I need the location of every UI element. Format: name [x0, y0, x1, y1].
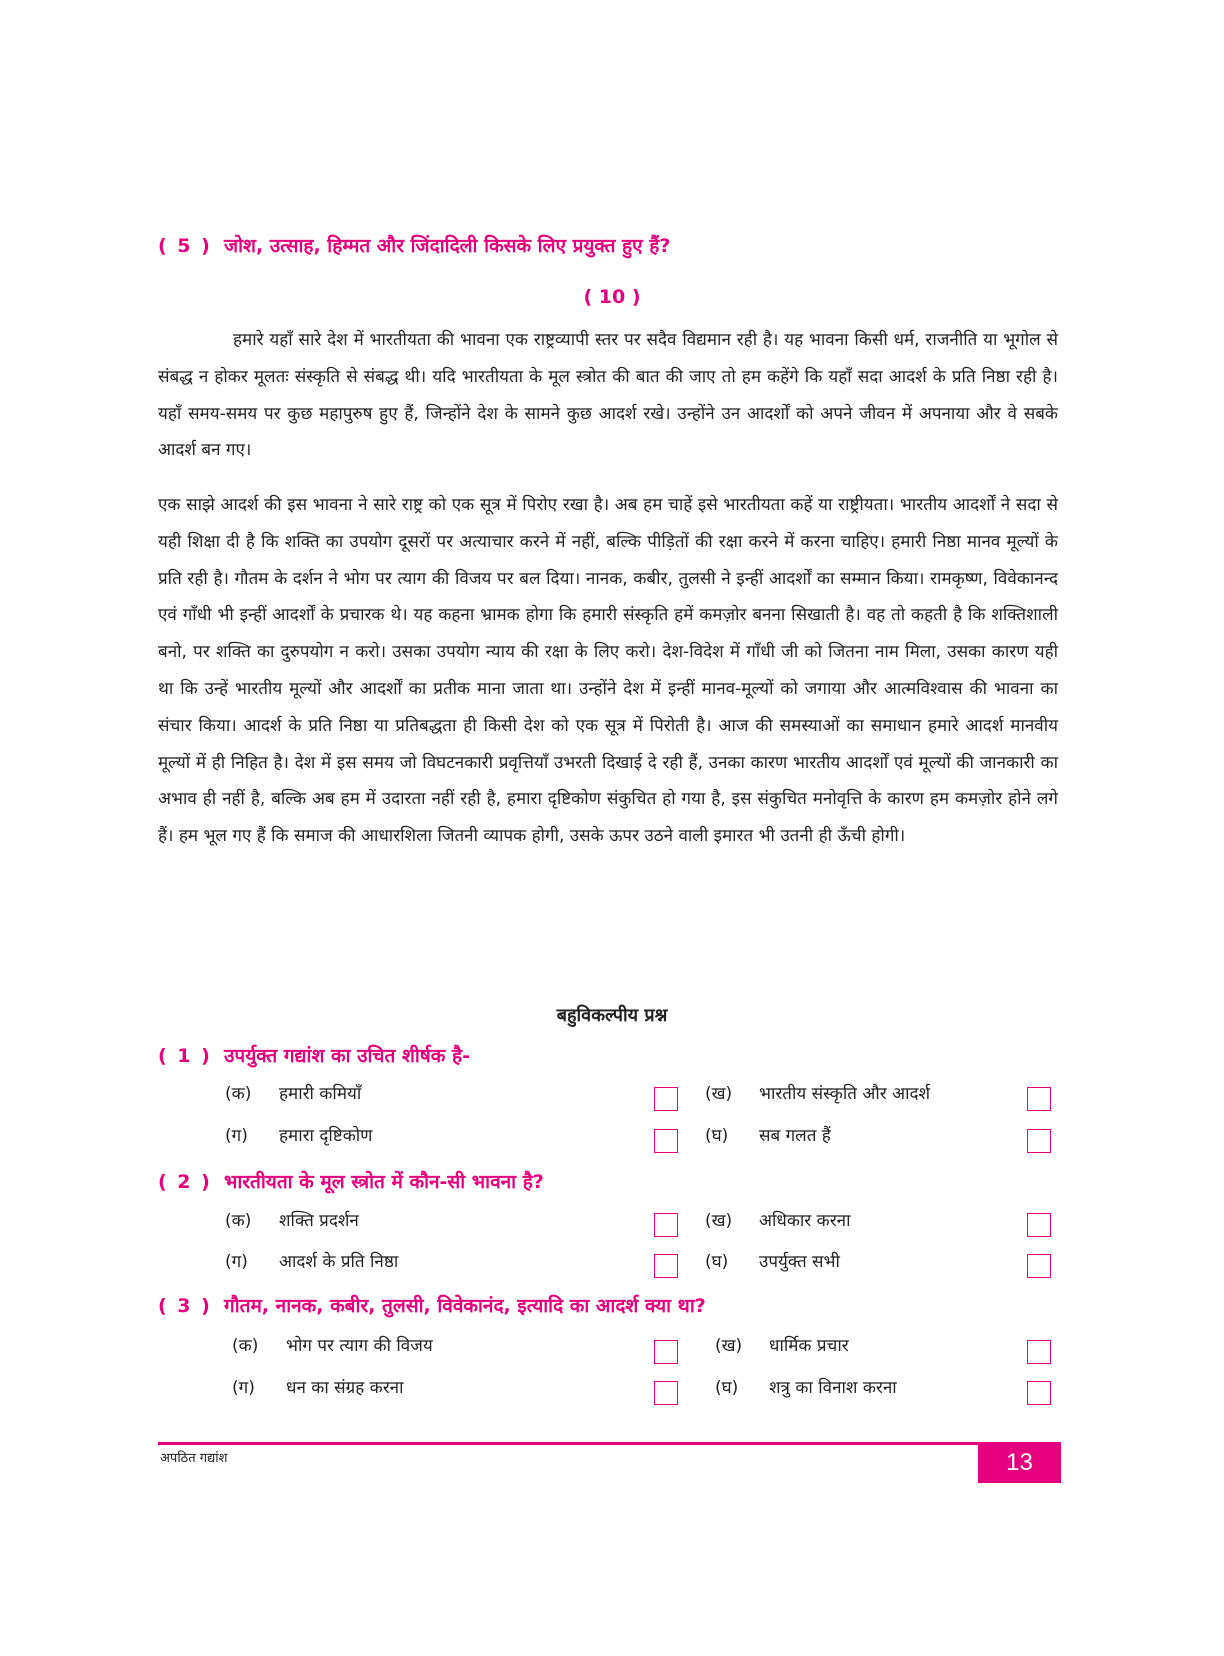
option-label: (ग) — [232, 1378, 255, 1398]
question-text: उपर्युक्त गद्यांश का उचित शीर्षक है- — [224, 1045, 470, 1067]
option-label: (ख) — [705, 1211, 733, 1231]
answer-checkbox[interactable] — [654, 1254, 678, 1278]
mcq-heading: बहुविकल्पीय प्रश्न — [556, 1005, 668, 1026]
option-ka — [225, 1081, 361, 1104]
question-number: ( 1 ) — [158, 1045, 212, 1067]
option-label: (ख) — [705, 1084, 733, 1104]
option-label: (क) — [225, 1084, 252, 1104]
question-number: ( 5 ) — [158, 235, 212, 257]
option-ka — [232, 1333, 433, 1356]
answer-checkbox[interactable] — [654, 1087, 678, 1111]
mcq-question-3 — [158, 1292, 706, 1318]
footer-section-title: अपठित गद्यांश — [160, 1451, 228, 1466]
question-number: ( 3 ) — [158, 1295, 212, 1317]
option-gha — [715, 1375, 897, 1398]
option-gha — [705, 1249, 840, 1272]
answer-checkbox[interactable] — [654, 1340, 678, 1364]
option-ka — [225, 1208, 359, 1231]
option-ga — [225, 1123, 372, 1146]
passage-number: ( 10 ) — [583, 286, 641, 308]
answer-checkbox[interactable] — [1027, 1087, 1051, 1111]
answer-checkbox[interactable] — [1027, 1340, 1051, 1364]
option-text: भारतीय संस्कृति और आदर्श — [759, 1084, 931, 1104]
answer-checkbox[interactable] — [1027, 1381, 1051, 1405]
option-text: उपर्युक्त सभी — [759, 1252, 840, 1272]
option-gha — [705, 1123, 831, 1146]
option-ga — [232, 1375, 404, 1398]
answer-checkbox[interactable] — [1027, 1129, 1051, 1153]
option-text: शक्ति प्रदर्शन — [279, 1211, 359, 1231]
option-label: (क) — [225, 1211, 252, 1231]
option-text: धार्मिक प्रचार — [769, 1336, 849, 1356]
question-text: गौतम, नानक, कबीर, तुलसी, विवेकानंद, इत्यादि का आदर्श क्या था? — [224, 1295, 706, 1317]
page-number: 13 — [978, 1443, 1061, 1483]
question-text: भारतीयता के मूल स्त्रोत में कौन-सी भावना है? — [224, 1171, 544, 1193]
option-label: (घ) — [705, 1252, 729, 1272]
option-label: (घ) — [705, 1126, 729, 1146]
option-text: आदर्श के प्रति निष्ठा — [279, 1252, 399, 1272]
question-number: ( 2 ) — [158, 1171, 212, 1193]
option-label: (ख) — [715, 1336, 743, 1356]
option-text: हमारा दृष्टिकोण — [279, 1126, 373, 1146]
passage-paragraph-1: हमारे यहाँ सारे देश में भारतीयता की भावना एक राष्ट्रव्यापी स्तर पर सदैव विद्यमान रही है। यह भावना किसी धर्म, राजनीति या भूगोल से संबद्ध न होकर मूलतः संस्कृति से संबद्ध थी। यदि भारतीयता के मूल स्त्रोत की बात की जाए तो हम कहेंगे कि यहाँ सदा आदर्श के प्रति निष्ठा रही है। यहाँ समय-समय पर कुछ महापुरुष हुए हैं, जिन्होंने देश के सामने कुछ आदर्श रखे। उन्होंने उन आदर्शों को अपने जीवन में अपनाया और वे सबके आदर्श बन गए। — [158, 330, 1058, 461]
option-text: सब गलत हैं — [759, 1126, 831, 1146]
option-label: (ग) — [225, 1252, 248, 1272]
option-text: हमारी कमियाँ — [279, 1084, 362, 1104]
option-label: (घ) — [715, 1378, 739, 1398]
option-label: (ग) — [225, 1126, 248, 1146]
question-text: जोश, उत्साह, हिम्मत और जिंदादिली किसके लिए प्रयुक्त हुए हैं? — [224, 235, 671, 257]
option-kha — [705, 1081, 930, 1104]
option-text: धन का संग्रह करना — [286, 1378, 404, 1398]
question-5 — [158, 232, 670, 258]
option-text: भोग पर त्याग की विजय — [286, 1336, 433, 1356]
option-text: शत्रु का विनाश करना — [769, 1378, 897, 1398]
mcq-question-2 — [158, 1168, 544, 1194]
option-label: (क) — [232, 1336, 259, 1356]
option-ga — [225, 1249, 398, 1272]
passage-paragraph-2: एक साझे आदर्श की इस भावना ने सारे राष्ट्र को एक सूत्र में पिरोए रखा है। अब हम चाहें इसे भारतीयता कहें या राष्ट्रीयता। भारतीय आदर्शों ने सदा से यही शिक्षा दी है कि शक्ति का उपयोग दूसरों पर अत्याचार करने में नहीं, बल्कि पीड़ितों की रक्षा करने में करना चाहिए। हमारी निष्ठा मानव मूल्यों के प्रति रही है। गौतम के दर्शन ने भोग पर त्याग की विजय पर बल दिया। नानक, कबीर, तुलसी ने इन्हीं आदर्शों का सम्मान किया। रामकृष्ण, विवेकानन्द एवं गाँधी भी इन्हीं आदर्शों के प्रचारक थे। यह कहना भ्रामक होगा कि हमारी संस्कृति हमें कमज़ोर बनना सिखाती है। वह तो कहती है कि शक्तिशाली बनो, पर शक्ति का दुरुपयोग न करो। उसका उपयोग न्याय की रक्षा के लिए करो। देश-विदेश में गाँधी जी को जितना नाम मिला, उसका कारण यही था कि उन्हें भारतीय मूल्यों और आदर्शों का प्रतीक माना जाता था। उन्होंने देश में इन्हीं मानव-मूल्यों को जगाया और आत्मविश्वास की भावना का संचार किया। आदर्श के प्रति निष्ठा या प्रतिबद्धता ही किसी देश को एक सूत्र में पिरोती है। आज की समस्याओं का समाधान हमारे आदर्श मानवीय मूल्यों में ही निहित है। देश में इस समय जो विघटनकारी प्रवृत्तियाँ उभरती दिखाई दे रही हैं, उनका कारण भारतीय आदर्शों एवं मूल्यों की जानकारी का अभाव ही नहीं है, बल्कि अब हम में उदारता नहीं रही है, हमारा दृष्टिकोण संकुचित हो गया है, इस संकुचित मनोवृत्ति के कारण हम कमज़ोर होने लगे हैं। हम भूल गए हैं कि समाज की आधारशिला जितनी व्यापक होगी, उसके ऊपर उठने वाली इमारत भी उतनी ही ऊँची होगी। — [158, 495, 1058, 847]
answer-checkbox[interactable] — [654, 1213, 678, 1237]
answer-checkbox[interactable] — [654, 1381, 678, 1405]
option-text: अधिकार करना — [759, 1211, 851, 1231]
option-kha — [715, 1333, 849, 1356]
footer-divider — [158, 1442, 1061, 1445]
answer-checkbox[interactable] — [1027, 1254, 1051, 1278]
option-kha — [705, 1208, 851, 1231]
answer-checkbox[interactable] — [654, 1129, 678, 1153]
mcq-question-1 — [158, 1042, 470, 1068]
answer-checkbox[interactable] — [1027, 1213, 1051, 1237]
